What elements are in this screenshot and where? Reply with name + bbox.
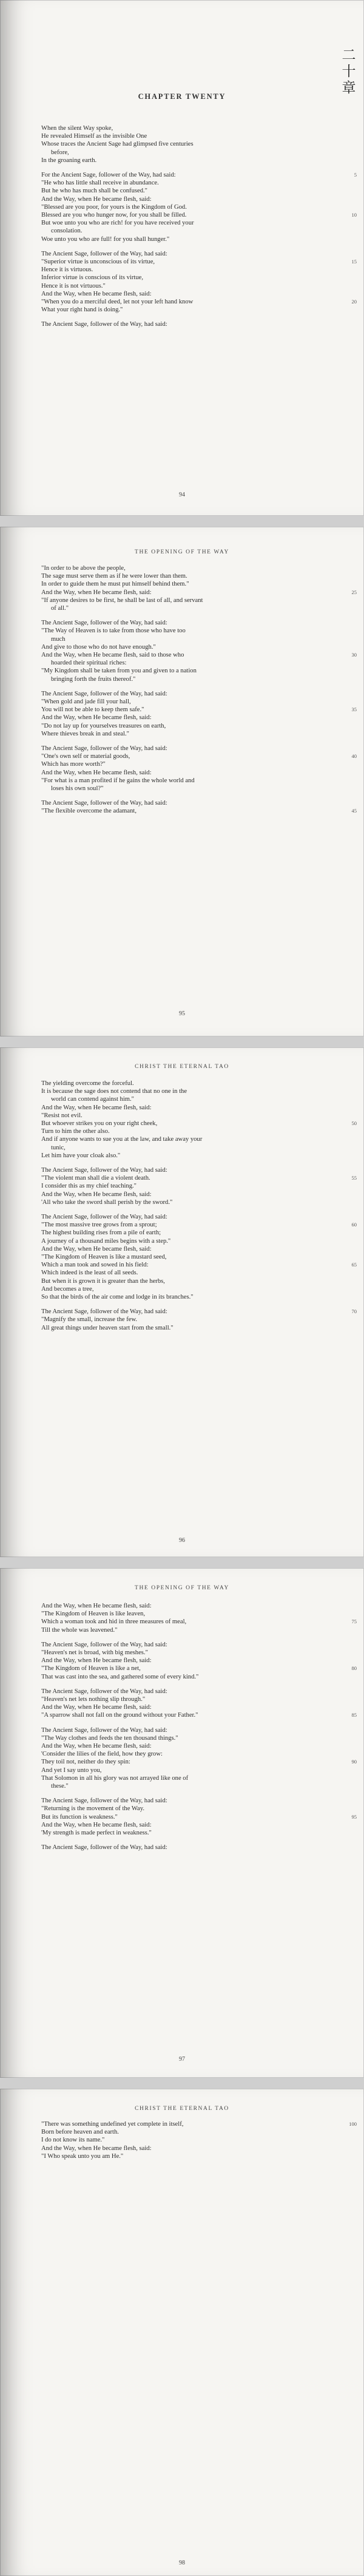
verse-line: They toil not, neither do they spin: xyxy=(41,1759,130,1766)
verse-line: "When gold and jade fill your hall, xyxy=(41,698,131,705)
verse-line: "The Kingdom of Heaven is like a net, xyxy=(41,1665,141,1672)
cjk-character: 章 xyxy=(342,80,356,96)
verse-line: But woe unto you who are rich! for you have received your xyxy=(41,220,194,227)
verse-line: Which indeed is the least of all seeds. xyxy=(41,1269,138,1277)
verse-line: "If anyone desires to be first, he shall be last of all, and servant xyxy=(41,597,203,604)
verse-line: world can contend against him." xyxy=(51,1096,135,1103)
verse-line: Till the whole was leavened." xyxy=(41,1626,118,1634)
verse-line: "The Way of Heaven is to take from those who have too xyxy=(41,627,186,635)
line-number: 35 xyxy=(351,706,357,713)
verse-line: The Ancient Sage, follower of the Way, had said: xyxy=(41,1308,167,1316)
line-number: 95 xyxy=(351,1813,357,1820)
verse-line: In the groaning earth. xyxy=(41,157,97,164)
verse-line: And yet I say unto you, xyxy=(41,1766,102,1774)
verse-line: In order to guide them he must put himself behind them." xyxy=(41,581,189,588)
line-number: 20 xyxy=(351,299,357,305)
verse-line: It is because the sage does not contend that no one in the xyxy=(41,1088,187,1095)
verse-line: Turn to him the other also. xyxy=(41,1128,110,1135)
verse-line: "Do not lay up for yourselves treasures on earth, xyxy=(41,722,166,729)
line-number: 100 xyxy=(349,2121,357,2127)
verse-line: Woe unto you who are full! for you shall hunger." xyxy=(41,235,170,243)
page-gap xyxy=(0,1036,364,1047)
line-number: 55 xyxy=(351,1175,357,1182)
verse-line: "Blessed are you poor, for yours is the Kingdom of God. xyxy=(41,203,187,211)
verse-line: And the Way, when He became flesh, said: xyxy=(41,1704,152,1711)
verse-line: "In order to be above the people, xyxy=(41,565,126,572)
chapter-cjk-mark xyxy=(340,47,358,96)
verse-line: And the Way, when He became flesh, said: xyxy=(41,1821,152,1828)
verse-line: loses his own soul?" xyxy=(51,785,104,792)
verse-line: And the Way, when He became flesh, said: xyxy=(41,290,152,297)
page-gap xyxy=(0,1557,364,1568)
verse-line: "I Who speak unto you am He." xyxy=(41,2152,124,2160)
page-number: 95 xyxy=(179,1010,185,1017)
verse-line: And the Way, when He became flesh, said: xyxy=(41,195,152,203)
verse-line: You will not be able to keep them safe." xyxy=(41,706,144,714)
verse-line: "The Way clothes and feeds the ten thousand things." xyxy=(41,1734,178,1742)
book-page xyxy=(0,527,364,1036)
verse-line: The Ancient Sage, follower of the Way, had said: xyxy=(41,321,167,328)
line-number: 85 xyxy=(351,1712,357,1719)
verse-line: consolation. xyxy=(51,228,83,235)
verse-line: And the Way, when He became flesh, said: xyxy=(41,2145,152,2152)
verse-line: "The flexible overcome the adamant, xyxy=(41,808,136,815)
line-number: 15 xyxy=(351,259,357,265)
verse-line: Let him have your cloak also." xyxy=(41,1152,121,1159)
line-number: 25 xyxy=(351,589,357,595)
verse-line: But whoever strikes you on your right cheek, xyxy=(41,1120,158,1127)
verse-line: And the Way, when He became flesh, said: xyxy=(41,589,152,596)
verse-line: That Solomon in all his glory was not arrayed like one of xyxy=(41,1774,189,1782)
verse-line: The Ancient Sage, follower of the Way, had said: xyxy=(41,800,167,807)
verse-line: Which a man took and sowed in his field: xyxy=(41,1262,149,1269)
verse-line: When the silent Way spoke, xyxy=(41,125,113,132)
page-gap xyxy=(0,2078,364,2089)
verse-line: Inferior virtue is conscious of its virtue, xyxy=(41,274,143,282)
verse-line: "One's own self or material goods, xyxy=(41,753,130,760)
verse-line: tunic, xyxy=(51,1144,66,1151)
verse-line: "Magnify the small, increase the few. xyxy=(41,1316,138,1323)
line-number: 50 xyxy=(351,1120,357,1126)
verse-line: "For what is a man profited if he gains the whole world and xyxy=(41,777,195,784)
verse-line: Born before heaven and earth. xyxy=(41,2129,119,2136)
verse-line: And the Way, when He became flesh, said to those who xyxy=(41,652,184,658)
cjk-character: 二 xyxy=(342,47,356,63)
verse-line: before, xyxy=(51,149,69,156)
verse-line: I consider this as my chief teaching." xyxy=(41,1183,137,1190)
line-number: 65 xyxy=(351,1262,357,1268)
verse-line: So that the birds of the air come and lodge in its branches." xyxy=(41,1294,194,1300)
verse-line: Which has more worth?" xyxy=(41,761,106,768)
verse-line: Where thieves break in and steal." xyxy=(41,730,129,737)
verse-line: What your right hand is doing." xyxy=(41,306,123,314)
verse-line: "The most massive tree grows from a sprout; xyxy=(41,1222,157,1229)
verse-line: "My Kingdom shall be taken from you and given to a nation xyxy=(41,668,197,675)
verse-line: The Ancient Sage, follower of the Way, had said: xyxy=(41,1214,167,1220)
verse-line: And the Way, when He became flesh, said: xyxy=(41,1245,152,1253)
verse-line: The Ancient Sage, follower of the Way, had said: xyxy=(41,1726,167,1734)
verse-line: The highest building rises from a pile of earth; xyxy=(41,1229,161,1237)
line-number: 10 xyxy=(351,212,357,218)
verse-line: The Ancient Sage, follower of the Way, had said: xyxy=(41,745,167,752)
verse-line: And the Way, when He became flesh, said: xyxy=(41,1191,152,1198)
book-page xyxy=(0,0,364,516)
verse-line: "He who has little shall receive in abundance. xyxy=(41,180,159,187)
verse-line: Hence it is virtuous. xyxy=(41,266,93,274)
line-number: 45 xyxy=(351,808,357,814)
verse-line: much xyxy=(51,635,66,643)
verse-line: And if anyone wants to sue you at the law, and take away your xyxy=(41,1136,203,1143)
verse-line: "The Kingdom of Heaven is like a mustard seed, xyxy=(41,1254,167,1260)
page-number: 96 xyxy=(179,1537,185,1544)
verse-line: I do not know its name." xyxy=(41,2137,105,2144)
verse-line: For the Ancient Sage, follower of the Way, had said: xyxy=(41,172,176,178)
book-page xyxy=(0,2089,364,2576)
verse-line: But its function is weakness." xyxy=(41,1813,118,1820)
verse-line: He revealed Himself as the invisible One xyxy=(41,133,147,140)
verse-line: 'All who take the sword shall perish by the sword." xyxy=(41,1198,173,1206)
verse-line: "Heaven's net lets nothing slip through." xyxy=(41,1696,146,1703)
verse-line: The sage must serve them as if he were lower than them. xyxy=(41,573,187,580)
verse-line: "A sparrow shall not fall on the ground without your Father." xyxy=(41,1712,198,1719)
running-head: THE OPENING OF THE WAY xyxy=(135,1585,229,1591)
verse-line: "Returning is the movement of the Way. xyxy=(41,1805,144,1813)
verse-line: "Superior virtue is unconscious of its virtue, xyxy=(41,259,155,265)
line-number: 40 xyxy=(351,753,357,760)
verse-line: "The Kingdom of Heaven is like leaven, xyxy=(41,1611,146,1618)
verse-line: "There was something undefined yet complete in itself, xyxy=(41,2121,184,2128)
verse-line: And the Way, when He became flesh, said: xyxy=(41,1743,152,1749)
chapter-title: CHAPTER TWENTY xyxy=(138,92,226,101)
verse-line: The Ancient Sage, follower of the Way, had said: xyxy=(41,620,167,627)
cjk-character: 十 xyxy=(342,64,356,79)
book-page xyxy=(0,1047,364,1557)
verse-line: The Ancient Sage, follower of the Way, had said: xyxy=(41,1688,167,1695)
verse-line: these." xyxy=(51,1783,69,1790)
verse-line: Hence it is not virtuous." xyxy=(41,282,106,289)
line-number: 75 xyxy=(351,1618,357,1625)
verse-line: All great things under heaven start from the small." xyxy=(41,1324,174,1331)
verse-line: The Ancient Sage, follower of the Way, had said: xyxy=(41,1797,167,1805)
verse-line: 'My strength is made perfect in weakness." xyxy=(41,1830,152,1836)
verse-line: bringing forth the fruits thereof." xyxy=(51,675,136,683)
verse-line: The Ancient Sage, follower of the Way, had said: xyxy=(41,1641,167,1648)
verse-line: And the Way, when He became flesh, said: xyxy=(41,1657,152,1665)
running-head: THE OPENING OF THE WAY xyxy=(135,549,229,555)
verse-line: And the Way, when He became flesh, said: xyxy=(41,1104,152,1111)
page-number: 98 xyxy=(179,2560,185,2566)
page-number: 97 xyxy=(179,2056,185,2063)
verse-line: Blessed are you who hunger now, for you shall be filled. xyxy=(41,212,187,218)
page-number: 94 xyxy=(179,492,185,498)
running-head: CHRIST THE ETERNAL TAO xyxy=(135,1064,229,1070)
verse-line: The Ancient Sage, follower of the Way, had said: xyxy=(41,690,167,697)
verse-line: And the Way, when He became flesh, said: xyxy=(41,714,152,722)
verse-line: "When you do a merciful deed, let not your left hand know xyxy=(41,299,194,305)
line-number: 70 xyxy=(351,1308,357,1315)
verse-line: And becomes a tree, xyxy=(41,1285,94,1293)
line-number: 90 xyxy=(351,1759,357,1765)
verse-line: A journey of a thousand miles begins with a step." xyxy=(41,1237,171,1245)
line-number: 60 xyxy=(351,1222,357,1228)
verse-line: That was cast into the sea, and gathered some of every kind." xyxy=(41,1673,199,1680)
verse-line: Which a woman took and hid in three measures of meal, xyxy=(41,1618,187,1626)
verse-line: The Ancient Sage, follower of the Way, had said: xyxy=(41,1844,167,1851)
verse-line: "Resist not evil. xyxy=(41,1112,83,1119)
line-number: 80 xyxy=(351,1665,357,1672)
verse-line: And give to those who do not have enough." xyxy=(41,643,156,651)
verse-line: The Ancient Sage, follower of the Way, had said: xyxy=(41,1167,167,1174)
verse-line: The yielding overcome the forceful. xyxy=(41,1080,134,1087)
running-head: CHRIST THE ETERNAL TAO xyxy=(135,2106,229,2112)
verse-line: The Ancient Sage, follower of the Way, had said: xyxy=(41,250,167,257)
page-gap xyxy=(0,516,364,527)
verse-line: of all." xyxy=(51,605,69,612)
verse-line: And the Way, when He became flesh, said: xyxy=(41,769,152,776)
line-number: 5 xyxy=(354,172,357,178)
verse-line: 'Consider the lilies of the field, how they grow: xyxy=(41,1751,163,1758)
verse-line: "Heaven's net is broad, with big meshes." xyxy=(41,1649,148,1656)
verse-line: "The violent man shall die a violent death. xyxy=(41,1175,150,1182)
verse-line: But he who has much shall be confused." xyxy=(41,188,147,195)
book-page xyxy=(0,1568,364,2078)
verse-line: Whose traces the Ancient Sage had glimpsed five centuries xyxy=(41,141,194,148)
verse-line: And the Way, when He became flesh, said: xyxy=(41,1603,152,1609)
verse-line: hoarded their spiritual riches: xyxy=(51,660,127,667)
line-number: 30 xyxy=(351,652,357,658)
verse-line: But when it is grown it is greater than the herbs, xyxy=(41,1277,165,1285)
